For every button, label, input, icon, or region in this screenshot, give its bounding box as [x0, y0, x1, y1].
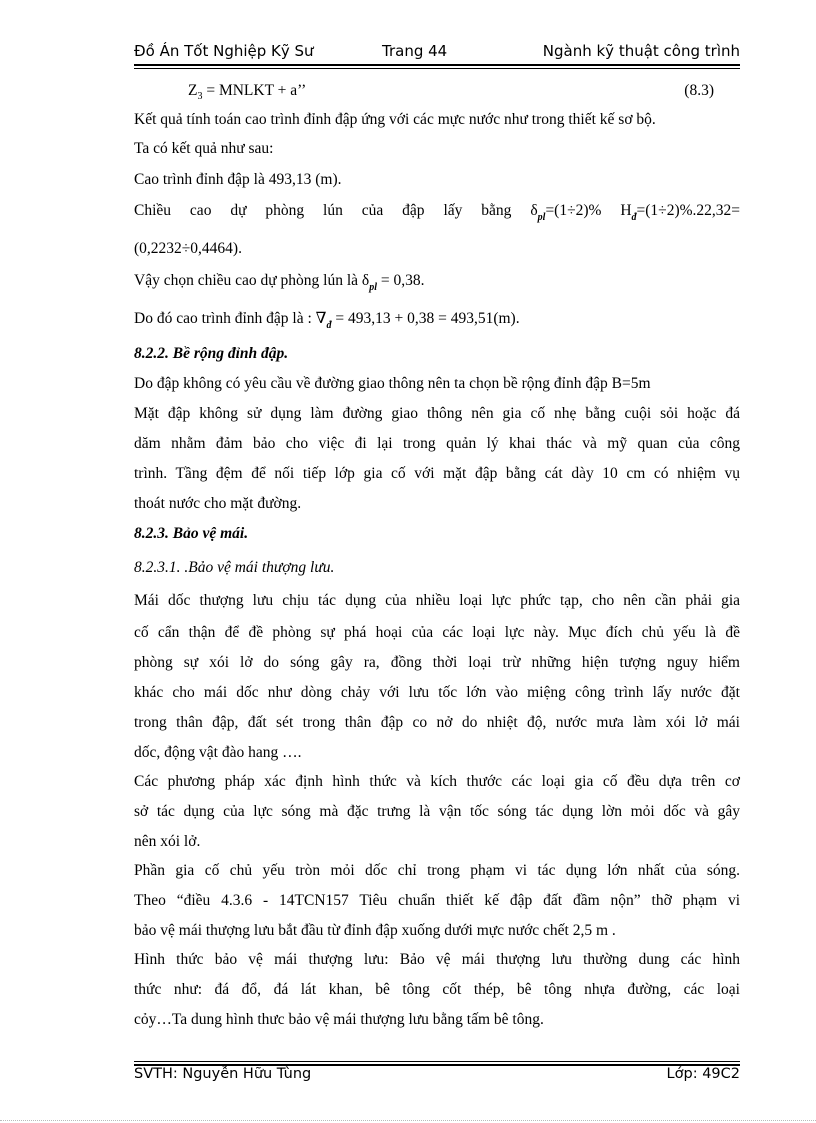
paragraph-result: Kết quả tính toán cao trình đỉnh đập ứng với các mực nước như trong thiết kế sơ bộ.: [134, 111, 656, 128]
paragraph-upstream-line-2: cố cẩn thận để đề phòng sự phá hoại của các loại lực này. Mục đích chủ yếu là đề: [134, 624, 740, 641]
paragraph-upstream-line-1: Mái dốc thượng lưu chịu tác dụng của nhiều loại lực phức tạp, cho nên cần phải gia: [134, 592, 740, 609]
paragraph-scope-line-3: bảo vệ mái thượng lưu bắt đầu từ đỉnh đập xuống dưới mực nước chết 2,5 m .: [134, 922, 616, 939]
paragraph-methods-line-2: sở tác dụng của lực sóng mà đặc trưng là vận tốc sóng tác dụng lờn mỏi dốc và gây: [134, 803, 740, 820]
footer-student: SVTH: Nguyễn Hữu Tùng: [134, 1066, 312, 1082]
header-rule: [134, 64, 740, 66]
paragraph-scope-line-1: Phần gia cố chủ yếu tròn mỏi dốc chỉ trong phạm vi tác dụng lớn nhất của sóng.: [134, 862, 740, 879]
header-page-number: Trang 44: [382, 42, 448, 60]
page-edge: [0, 1120, 816, 1121]
paragraph-result-2: Ta có kết quả như sau:: [134, 140, 274, 157]
equation-8-3: $Z_3$ = MNLKT + a’’: [188, 82, 307, 102]
paragraph-upstream-line-4: khác cho mái dốc như dòng chảy với lưu tốc lớn vào miệng công trình lấy nước đặt: [134, 684, 740, 701]
footer-class: Lớp: 49C2: [666, 1066, 740, 1082]
paragraph-crest-level: Cao trình đỉnh đập là 493,13 (m).: [134, 171, 342, 188]
header-rule-thin: [134, 68, 740, 69]
paragraph-settlement: Chiều cao dự phòng lún của đập lấy bằng $\delta_{pl}=(1\div 2)\%$ $H_đ=(1\div 2)\%.22,32=$: [134, 202, 741, 223]
paragraph-surface-line-4: thoát nước cho mặt đường.: [134, 495, 302, 512]
paragraph-surface-line-2: dăm nhằm đảm bảo cho việc đi lại trong quản lý khai thác và mỹ quan của công: [134, 435, 740, 452]
header-left: Đồ Án Tốt Nghiệp Kỹ Sư: [134, 42, 314, 60]
paragraph-settlement-range: (0,2232÷0,4464).: [134, 240, 242, 257]
paragraph-methods-line-3: nên xói lở.: [134, 833, 201, 850]
paragraph-upstream-line-5: trong thân đập, đất sét trong thân đập co nở do nhiệt độ, nước mưa làm xói lở mái: [134, 714, 740, 731]
paragraph-methods-line-1: Các phương pháp xác định hình thức và kích thước các loại gia cố đều dựa trên cơ: [134, 773, 740, 790]
paragraph-upstream-line-6: dốc, động vật đào hang ….: [134, 744, 302, 761]
page-header: [134, 40, 740, 62]
equation-number: (8.3): [684, 82, 714, 99]
paragraph-scope-line-2: Theo “điều 4.3.6 - 14TCN157 Tiêu chuẩn thiết kế đập đất đầm nộn” thỡ phạm vi: [134, 892, 740, 909]
paragraph-surface-line-1: Mặt đập không sử dụng làm đường giao thông nên gia cố nhẹ bằng cuội sỏi hoặc đá: [134, 405, 740, 422]
header-right: Ngành kỹ thuật công trình: [542, 42, 740, 60]
heading-8-2-2: 8.2.2. Bề rộng đỉnh đập.: [134, 345, 289, 362]
paragraph-chosen-settlement: Vậy chọn chiều cao dự phòng lún là $\delta_{pl} = 0,38$.: [134, 272, 425, 293]
paragraph-final-crest: Do đó cao trình đỉnh đập là : $\nabla_đ = 493,13 + 0,38 = 493,51(m)$.: [134, 310, 520, 331]
paragraph-surface-line-3: trình. Tầng đệm để nối tiếp lớp gia cố với mặt đập bằng cát dày 10 cm có nhiệm vụ: [134, 465, 740, 482]
paragraph-crest-width: Do đập không có yêu cầu về đường giao thông nên ta chọn bề rộng đỉnh đập B=5m: [134, 375, 651, 392]
heading-8-2-3: 8.2.3. Bảo vệ mái.: [134, 525, 249, 542]
page-footer: [134, 1066, 740, 1088]
paragraph-form-line-1: Hình thức bảo vệ mái thượng lưu: Bảo vệ mái thượng lưu thường dung các hình: [134, 951, 740, 968]
paragraph-form-line-3: cỏy…Ta dung hình thưc bảo vệ mái thượng lưu bằng tấm bê tông.: [134, 1011, 544, 1028]
paragraph-upstream-line-3: phòng sự xói lở do sóng gây ra, đồng thời loại trừ những hiện tượng nguy hiểm: [134, 654, 740, 671]
footer-rule-thin: [134, 1061, 740, 1062]
heading-8-2-3-1: 8.2.3.1. .Bảo vệ mái thượng lưu.: [134, 559, 335, 576]
paragraph-form-line-2: thức như: đá đổ, đá lát khan, bê tông cốt thép, bê tông nhựa đường, các loại: [134, 981, 740, 998]
